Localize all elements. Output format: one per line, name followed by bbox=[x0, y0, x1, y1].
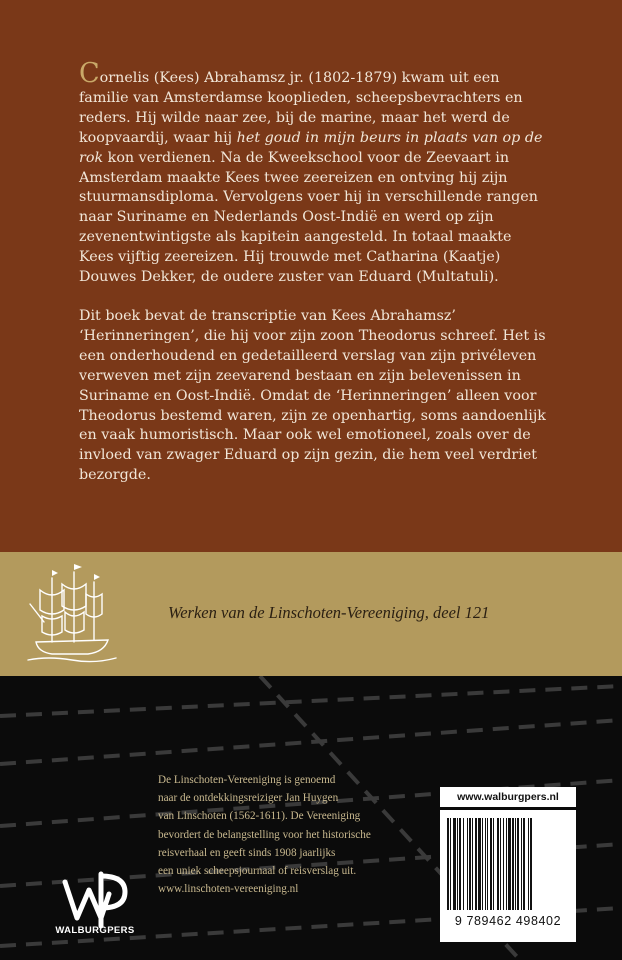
society-line-5: reisverhaal en geeft sinds 1908 jaarlijks bbox=[158, 846, 336, 859]
sailing-ship-icon bbox=[22, 560, 122, 668]
drop-cap: C bbox=[79, 58, 100, 89]
blurb-p1-italic: het goud in mijn beurs in plaats van op de rok bbox=[79, 129, 543, 166]
publisher-url[interactable]: www.walburgpers.nl bbox=[440, 787, 576, 807]
blurb-p1-part-2: kon verdienen. Na de Kweekschool voor de Zeevaart in Amsterdam maakte Kees twee zeereizen en ontving hij zijn stuurmansdiploma. Vervolgens voer hij in verschillende rangen naar Suriname en Nederlands Oost-Indië en werd op zijn zevenentwintigste als kapitein aangesteld. In totaal maakte Kees vijftig zeereizen. Hij trouwde met Catharina (Kaatje) Douwes Dekker, de oudere zuster van Eduard (Multatuli). bbox=[79, 149, 538, 286]
publisher-name: WALBURGPERS bbox=[55, 925, 135, 936]
blurb-text bbox=[79, 58, 549, 486]
isbn-digits: 9 789462 498402 bbox=[454, 914, 562, 928]
series-title: Werken van de Linschoten-Vereeniging, deel 121 bbox=[168, 603, 490, 622]
society-url[interactable]: www.linschoten-vereeniging.nl bbox=[158, 883, 299, 896]
society-line-6: een uniek scheepsjournaal of reisverslag uit. bbox=[158, 865, 357, 878]
society-description bbox=[158, 771, 433, 898]
society-line-2: naar de ontdekkingsreiziger Jan Huygen bbox=[158, 792, 339, 805]
blurb-paragraph-2: Dit boek bevat de transcriptie van Kees Abrahamsz’ ‘Herinneringen’, die hij voor zijn zoon Theodorus schreef. Het is een onderhoudend en gedetailleerd verslag van zijn privéleven verweven met zijn zeevarend bestaan en zijn belevenissen in Suriname en Oost-Indië. Omdat de ‘Herinneringen’ alleen voor Theodorus bestemd waren, zijn ze openhartig, soms aandoenlijk en vaak humoristisch. Maar ook wel emotioneel, zoals over de invloed van zwager Eduard op zijn gezin, die hem veel verdriet bezorgde. bbox=[79, 307, 546, 484]
society-line-4: bevordert de belangstelling voor het historische bbox=[158, 828, 371, 841]
barcode-icon bbox=[447, 818, 569, 914]
blurb-paragraph-1 bbox=[79, 58, 549, 288]
society-line-1: De Linschoten-Vereeniging is genoemd bbox=[158, 774, 336, 786]
blurb-p1-part-1: ornelis (Kees) Abrahamsz jr. (1802-1879) kwam uit een familie van Amsterdamse kooplieden, scheepsbevrachters en reders. Hij wilde naar zee, bij de marine, maar het werd de koopvaardij, waar hij bbox=[79, 70, 523, 146]
society-line-3: van Linschoten (1562-1611). De Vereeniging bbox=[158, 810, 361, 823]
